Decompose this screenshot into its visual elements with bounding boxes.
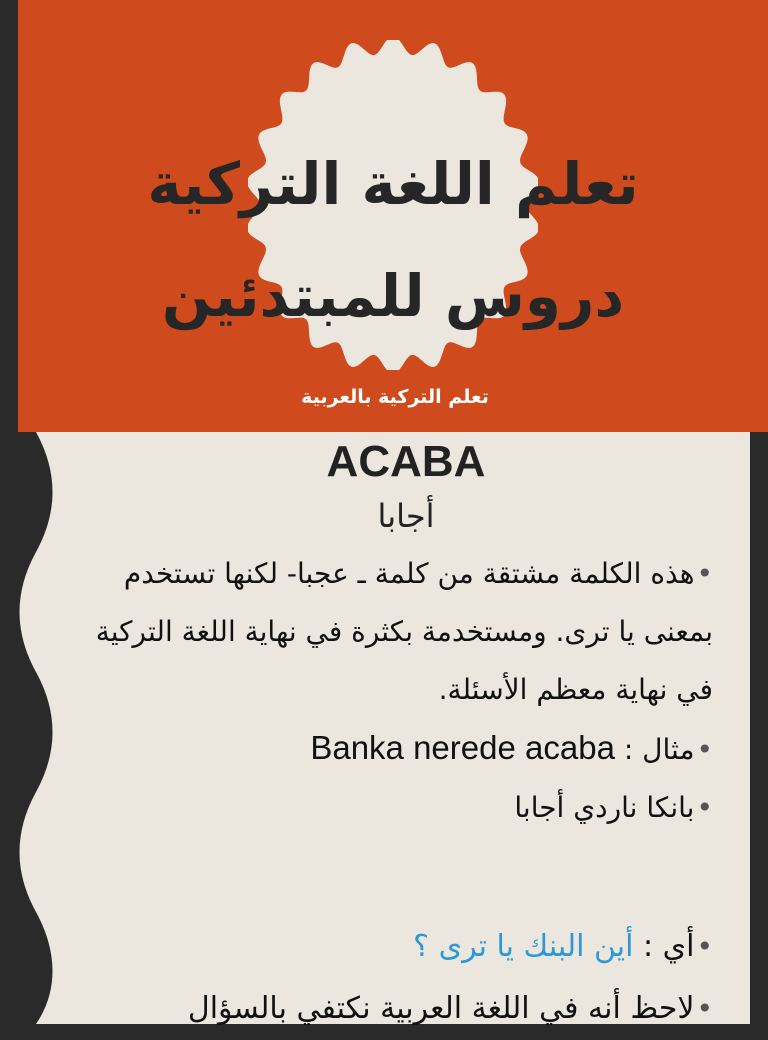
slide-title	[18, 128, 768, 352]
meaning-highlight: أين البنك يا ترى ؟	[413, 929, 634, 964]
bullet-prefix: مثال :	[614, 733, 695, 766]
example-turkish: Banka nerede acaba	[310, 729, 615, 766]
slide-subtitle: تعلم التركية بالعربية	[301, 386, 489, 408]
bullet-item-pronunciation	[58, 779, 713, 837]
bullet-dot-icon: •	[696, 733, 713, 766]
bullet-dot-icon: •	[696, 930, 713, 963]
bullet-item-explanation	[58, 545, 713, 719]
bullet-dot-icon: •	[696, 992, 713, 1025]
bullet-text: هذه الكلمة مشتقة من كلمة ـ عجبا- لكنها تستخدم بمعنى يا ترى. ومستخدمة بكثرة في نهاية اللغة التركية في نهاية معظم الأسئلة.	[95, 557, 713, 706]
bullet-text: لاحظ أنه في اللغة العربية نكتفي بالسؤال	[187, 991, 695, 1026]
bullet-item-meaning	[58, 916, 713, 978]
lesson-word-heading: ACABA	[326, 437, 486, 486]
bullet-item-example	[58, 719, 713, 779]
slide-title-line-2: دروس للمبتدئين	[161, 262, 625, 330]
lesson-word-arabic: أجابا	[377, 497, 435, 535]
bullet-text: بانكا ناردي أجابا	[514, 791, 695, 824]
bullet-item-note	[58, 978, 713, 1040]
bullet-dot-icon: •	[696, 791, 713, 824]
slide-title-line-1: تعلم اللغة التركية	[147, 150, 639, 218]
bullet-list-2	[58, 916, 713, 1040]
bullet-dot-icon: •	[696, 557, 713, 590]
bullet-prefix: أي :	[633, 929, 695, 964]
title-slide-banner	[18, 0, 768, 432]
bullet-list	[58, 545, 713, 837]
